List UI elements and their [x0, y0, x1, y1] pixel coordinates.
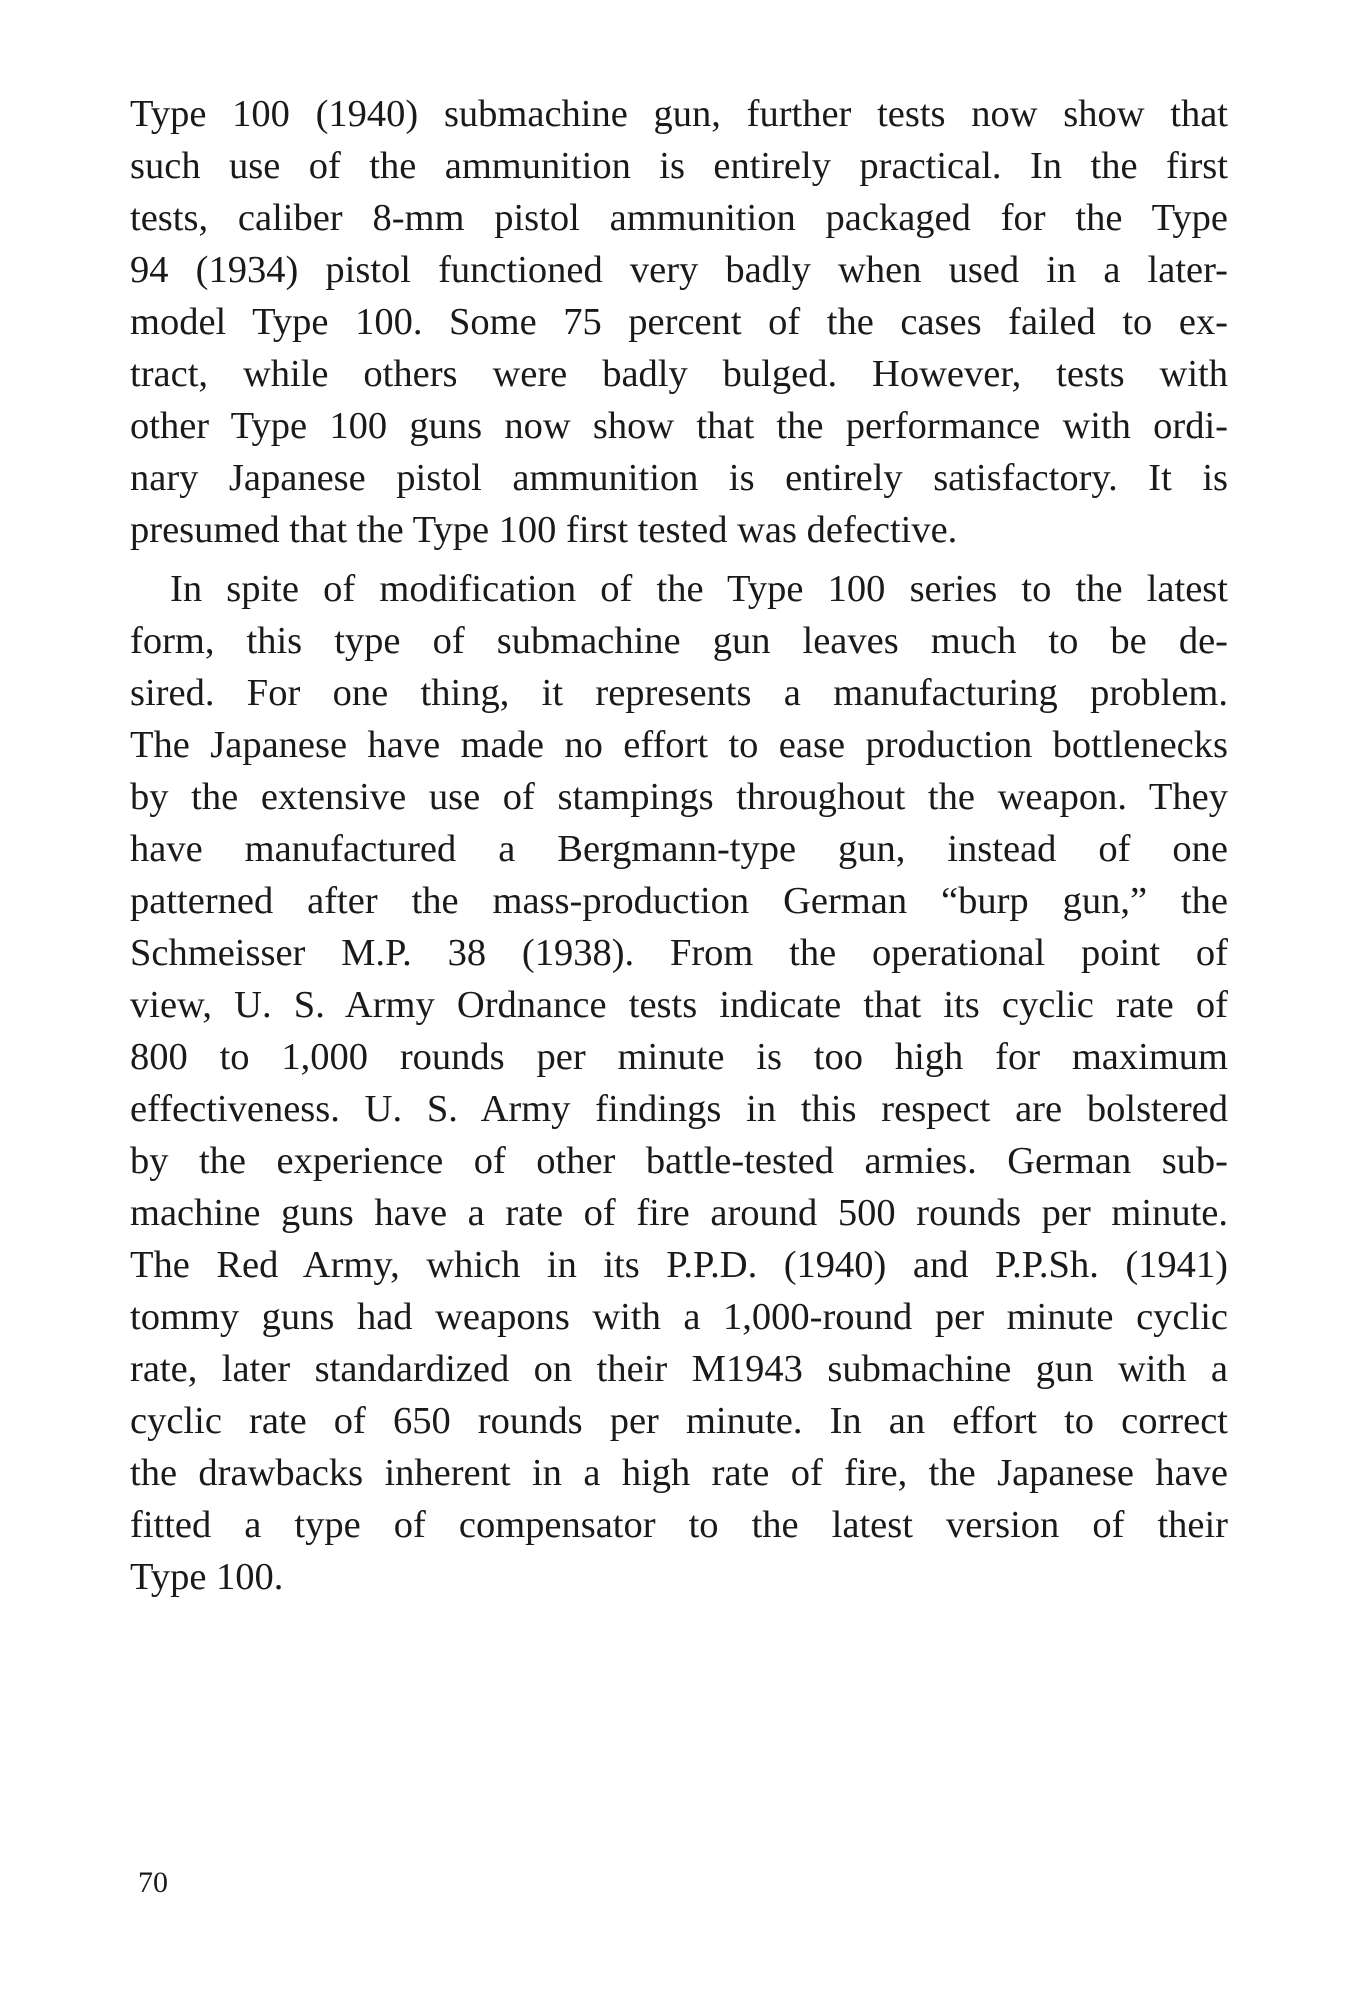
- text-line: tract, while others were badly bulged. However, tests with: [130, 353, 1228, 395]
- text-line: by the extensive use of stampings throughout the weapon. They: [130, 776, 1228, 818]
- text-line: cyclic rate of 650 rounds per minute. In an effort to correct: [130, 1400, 1228, 1442]
- text-line: rate, later standardized on their M1943 submachine gun with a: [130, 1348, 1228, 1390]
- text-line: the drawbacks inherent in a high rate of fire, the Japanese have: [130, 1452, 1228, 1494]
- text-line: other Type 100 guns now show that the performance with ordi-: [130, 405, 1228, 447]
- text-line: form, this type of submachine gun leaves much to be de-: [130, 620, 1228, 662]
- page-number: 70: [138, 1866, 168, 1899]
- text-line: fitted a type of compensator to the latest version of their: [130, 1504, 1228, 1546]
- text-line: Type 100 (1940) submachine gun, further tests now show that: [130, 93, 1228, 135]
- text-line: machine guns have a rate of fire around 500 rounds per minute.: [130, 1192, 1228, 1234]
- text-line: The Red Army, which in its P.P.D. (1940) and P.P.Sh. (1941): [130, 1244, 1228, 1286]
- text-line: such use of the ammunition is entirely practical. In the first: [130, 145, 1228, 187]
- text-line: effectiveness. U. S. Army findings in this respect are bolstered: [130, 1088, 1228, 1130]
- paragraph-2: [130, 563, 1228, 1603]
- text-line: tests, caliber 8-mm pistol ammunition packaged for the Type: [130, 197, 1228, 239]
- body-text: [130, 88, 1228, 1603]
- text-line: The Japanese have made no effort to ease production bottlenecks: [130, 724, 1228, 766]
- text-line: have manufactured a Bergmann-type gun, instead of one: [130, 828, 1228, 870]
- text-line: 800 to 1,000 rounds per minute is too high for maximum: [130, 1036, 1228, 1078]
- paragraph-1: [130, 88, 1228, 556]
- text-line: In spite of modification of the Type 100 series to the latest: [170, 568, 1228, 610]
- text-line: by the experience of other battle-tested armies. German sub-: [130, 1140, 1228, 1182]
- text-line: presumed that the Type 100 first tested was defective.: [130, 509, 958, 551]
- text-line: patterned after the mass-production German “burp gun,” the: [130, 880, 1228, 922]
- text-line: Schmeisser M.P. 38 (1938). From the operational point of: [130, 932, 1228, 974]
- text-line: nary Japanese pistol ammunition is entirely satisfactory. It is: [130, 457, 1228, 499]
- text-line: Type 100.: [130, 1556, 284, 1598]
- text-line: sired. For one thing, it represents a manufacturing problem.: [130, 672, 1228, 714]
- text-line: view, U. S. Army Ordnance tests indicate that its cyclic rate of: [130, 984, 1228, 1026]
- text-line: model Type 100. Some 75 percent of the cases failed to ex-: [130, 301, 1228, 343]
- text-line: 94 (1934) pistol functioned very badly when used in a later-: [130, 249, 1228, 291]
- text-line: tommy guns had weapons with a 1,000-round per minute cyclic: [130, 1296, 1228, 1338]
